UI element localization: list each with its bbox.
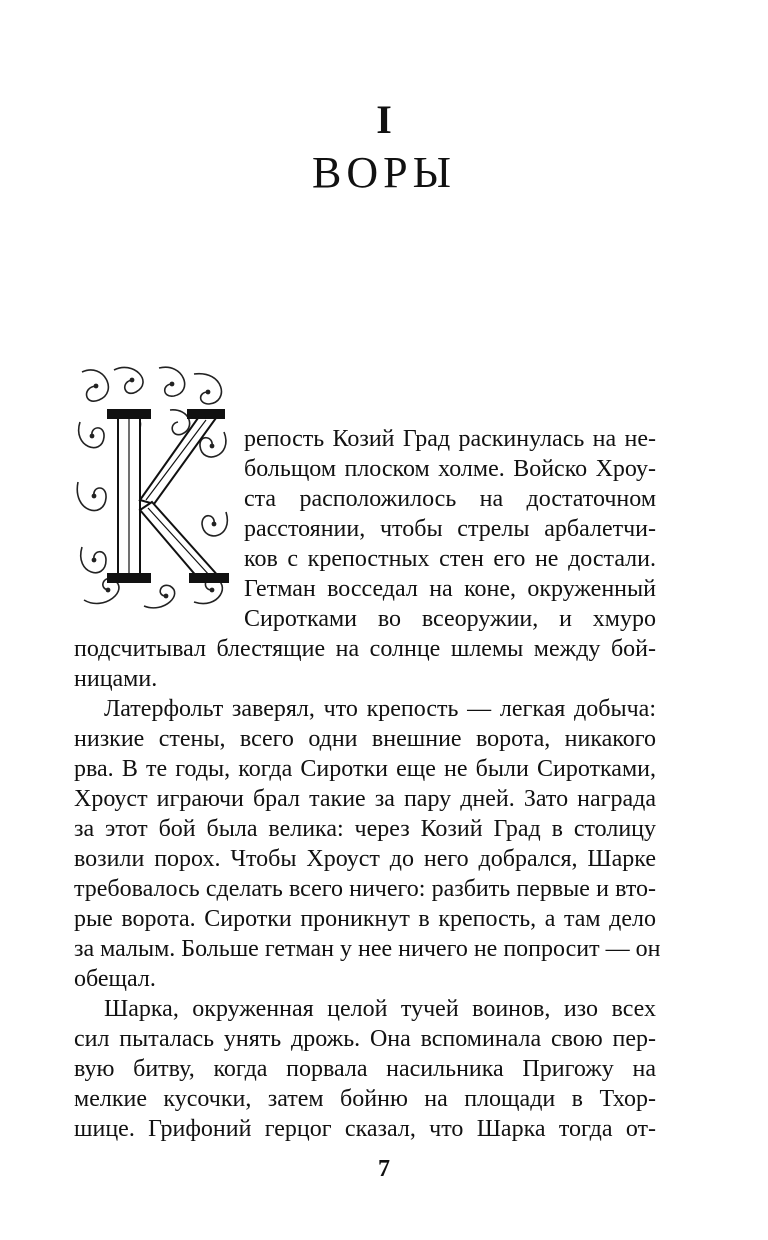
- text-line: мелкие кусочки, затем бойню на площади в Тхор-: [74, 1086, 656, 1112]
- text-line: за малым. Больше гетман у нее ничего не попросит — он: [74, 936, 661, 962]
- text-line: подсчитывал блестящие на солнце шлемы между бой-: [74, 636, 656, 662]
- chapter-number: I: [376, 97, 392, 142]
- ornamental-dropcap: [74, 362, 232, 610]
- text-line: низкие стены, всего одни внешние ворота, никакого: [74, 726, 656, 752]
- text-line: расстоянии, чтобы стрелы арбалетчи-: [244, 516, 656, 542]
- text-line: Сиротками во всеоружии, и хмуро: [244, 606, 656, 632]
- text-line: больщом плоском холме. Войско Хроу-: [244, 456, 656, 482]
- text-line: шице. Грифоний герцог сказал, что Шарка тогда от-: [74, 1116, 656, 1142]
- text-line: Хроуст играючи брал такие за пару дней. Зато награда: [74, 786, 656, 812]
- text-line: за этот бой была велика: через Козий Град в столицу: [74, 816, 656, 842]
- text-line: вую битву, когда порвала насильника Пригожу на: [74, 1056, 656, 1082]
- text-line: рва. В те годы, когда Сиротки еще не были Сиротками,: [74, 756, 656, 782]
- text-line: Латерфольт заверял, что крепость — легкая добыча:: [104, 696, 656, 722]
- text-line: рые ворота. Сиротки проникнут в крепость, а там дело: [74, 906, 656, 932]
- chapter-title: ВОРЫ: [312, 148, 456, 197]
- text-line: ков с крепостных стен его не достали.: [244, 546, 656, 572]
- text-line: сил пыталась унять дрожь. Она вспоминала свою пер-: [74, 1026, 656, 1052]
- text-line: ста расположилось на достаточном: [244, 486, 656, 512]
- text-line: обещал.: [74, 966, 156, 992]
- text-line: Гетман восседал на коне, окруженный: [244, 576, 656, 602]
- text-line: требовалось сделать всего ничего: разбить первые и вто-: [74, 876, 656, 902]
- text-line: возили порох. Чтобы Хроуст до него добрался, Шарке: [74, 846, 656, 872]
- text-line: ницами.: [74, 666, 158, 692]
- page-number: 7: [378, 1156, 390, 1182]
- text-line: Шарка, окруженная целой тучей воинов, изо всех: [104, 996, 656, 1022]
- text-line: репость Козий Град раскинулась на не-: [244, 426, 656, 452]
